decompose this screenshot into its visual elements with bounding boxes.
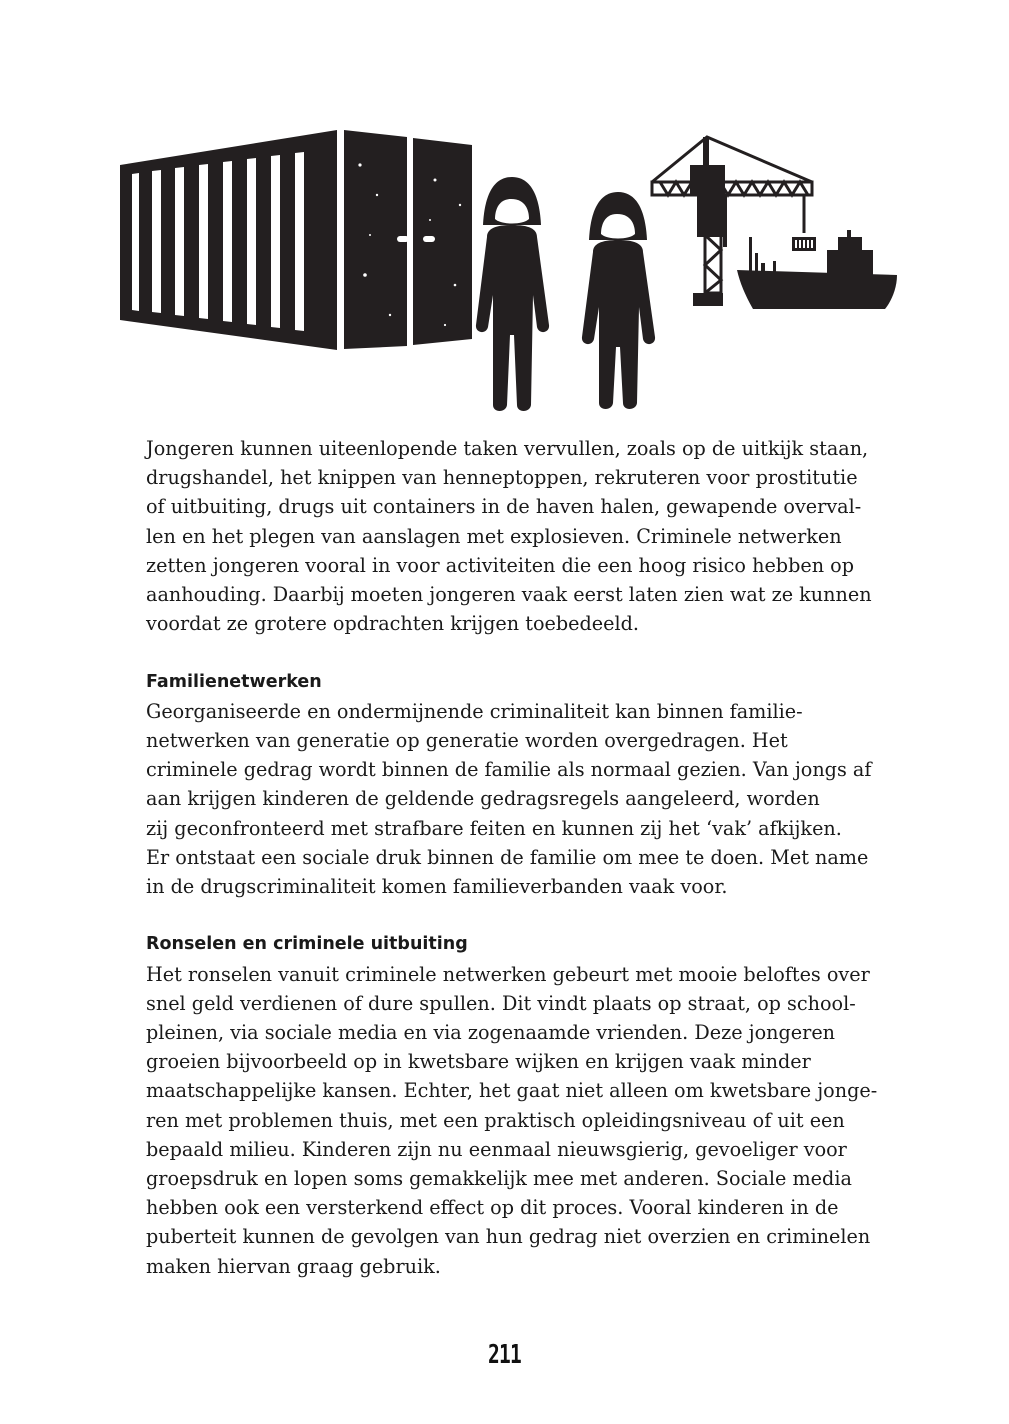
hooded-person-icon <box>476 177 549 411</box>
text-line: maken hiervan graag gebruik. <box>146 1254 441 1278</box>
text-line: ren met problemen thuis, met een praktisch opleidingsniveau of uit een <box>146 1108 845 1132</box>
text-line: snel geld verdienen of dure spullen. Dit vindt plaats op straat, op school- <box>146 991 856 1015</box>
text-line: len en het plegen van aanslagen met explosieven. Criminele netwerken <box>146 524 842 548</box>
text-line: groepsdruk en lopen soms gemakkelijk mee met anderen. Sociale media <box>146 1167 852 1191</box>
text-line: voordat ze grotere opdrachten krijgen toebedeeld. <box>146 612 640 636</box>
text-line: aanhouding. Daarbij moeten jongeren vaak eerst laten zien wat ze kunnen <box>146 583 872 607</box>
hooded-person-icon <box>582 192 655 409</box>
shipping-container-icon <box>120 130 472 350</box>
text-line: groeien bijvoorbeeld op in kwetsbare wijken en krijgen vaak minder <box>146 1050 811 1074</box>
text-line: aan krijgen kinderen de geldende gedragsregels aangeleerd, worden <box>146 787 820 811</box>
section-heading: Ronselen en criminele uitbuiting <box>146 934 468 955</box>
text-line: Jongeren kunnen uiteenlopende taken vervullen, zoals op de uitkijk staan, <box>146 437 869 460</box>
text-line: zij geconfronteerd met strafbare feiten en kunnen zij het ‘vak’ afkijken. <box>146 816 842 840</box>
body-text <box>146 434 886 1281</box>
page-number: 211 <box>488 1340 521 1370</box>
text-line: Er ontstaat een sociale druk binnen de familie om mee te doen. Met name <box>146 845 869 869</box>
text-line: of uitbuiting, drugs uit containers in de haven halen, gewapende overval- <box>146 495 862 519</box>
text-line: bepaald milieu. Kinderen zijn nu eenmaal nieuwsgierig, gevoeliger voor <box>146 1137 847 1161</box>
text-line: puberteit kunnen de gevolgen van hun gedrag niet overzien en criminelen <box>146 1225 871 1249</box>
text-line: criminele gedrag wordt binnen de familie als normaal gezien. Van jongs af <box>146 758 872 782</box>
text-line: in de drugscriminaliteit komen familieverbanden vaak voor. <box>146 875 728 899</box>
text-line: hebben ook een versterkend effect op dit proces. Vooral kinderen in de <box>146 1196 839 1220</box>
illustration <box>115 125 900 415</box>
cargo-ship-icon <box>737 230 897 309</box>
section-familienetwerken <box>146 668 886 902</box>
text-line: zetten jongeren vooral in voor activiteiten die een hoog risico hebben op <box>146 553 855 577</box>
text-line: pleinen, via sociale media en via zogenaamde vrienden. Deze jongeren <box>146 1021 836 1045</box>
section-ronselen <box>146 930 886 1280</box>
text-line: Het ronselen vanuit criminele netwerken gebeurt met mooie beloftes over <box>146 962 870 986</box>
text-line: netwerken van generatie op generatie worden overgedragen. Het <box>146 729 788 753</box>
text-line: maatschappelijke kansen. Echter, het gaat niet alleen om kwetsbare jonge- <box>146 1079 878 1103</box>
intro-paragraph <box>146 434 886 638</box>
section-heading: Familienetwerken <box>146 671 322 692</box>
text-line: drugshandel, het knippen van henneptoppen, rekruteren voor prostitutie <box>146 466 858 490</box>
text-line: Georganiseerde en ondermijnende criminaliteit kan binnen familie- <box>146 699 803 723</box>
